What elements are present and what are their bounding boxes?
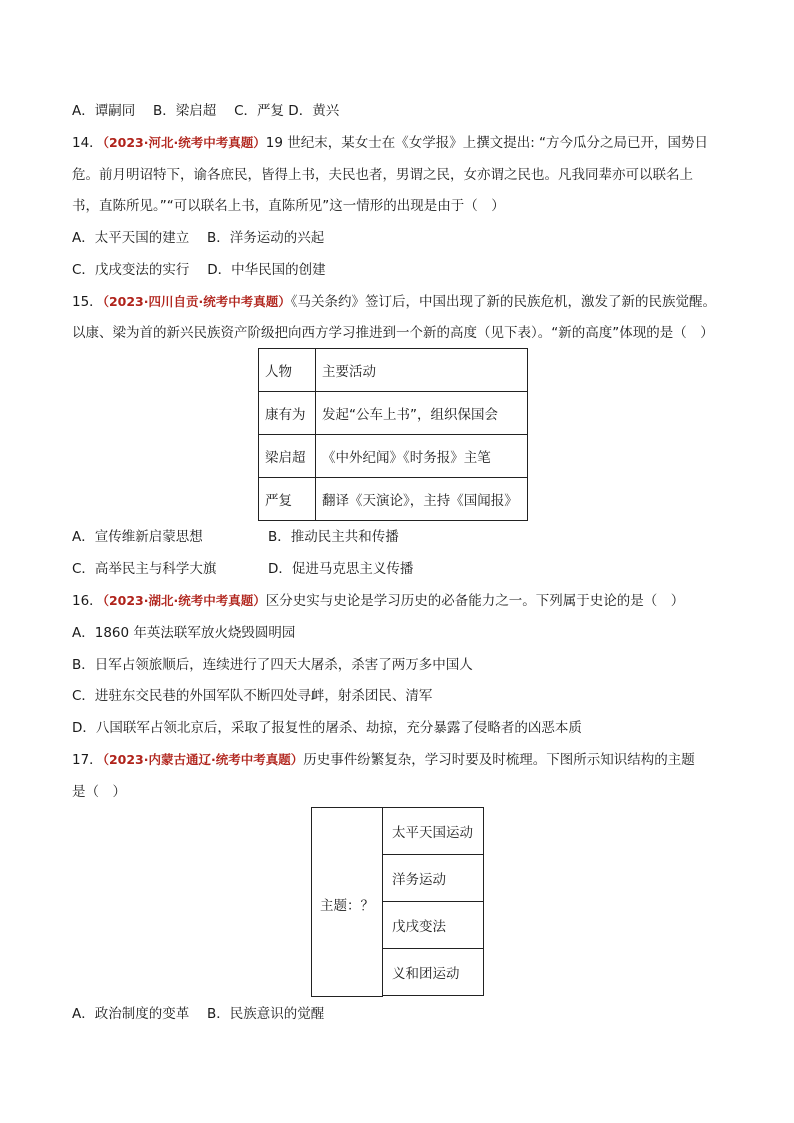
diagram-item-label: 戊戌变法	[392, 919, 446, 935]
q17-stem-text: 历史事件纷繁复杂，学习时要及时梳理。下图所示知识结构的主题	[303, 752, 695, 768]
q14-stem-line2: 危。前月明诏特下，谕各庶民，皆得上书，夫民也者，男谓之民，女亦谓之民也。凡我同辈亦可以联名上	[72, 167, 693, 183]
q17-source-tag: （2023·内蒙古通辽·统考中考真题）	[102, 752, 304, 767]
table-cell: 严复	[259, 478, 316, 521]
q16-option-a: A．1860 年英法联军放火烧毁圆明园	[72, 625, 296, 641]
q15-stem-line2: 以康、梁为首的新兴民族资产阶级把向西方学习推进到一个新的高度（见下表）。“新的高度”体现的是（ ）	[72, 325, 714, 341]
q13-options: A．谭嗣同 B．梁启超 C．严复 D．黄兴	[72, 103, 340, 119]
q14-stem-line3: 书，直陈所见。”“可以联名上书，直陈所见”这一情形的出现是由于（ ）	[72, 198, 505, 214]
table-row	[259, 392, 528, 435]
diagram-item-label: 洋务运动	[392, 872, 446, 888]
q17-stem-line2: 是（ ）	[72, 784, 126, 800]
table-cell: 翻译《天演论》，主持《国闻报》	[316, 478, 528, 521]
diagram-theme-box	[311, 807, 383, 997]
q15-option-d: D．促进马克思主义传播	[268, 561, 414, 577]
table-row	[259, 478, 528, 521]
q15-source-tag: （2023·四川自贡·统考中考真题）	[102, 294, 291, 309]
q16-option-b: B．日军占领旅顺后，连续进行了四天大屠杀，杀害了两万多中国人	[72, 657, 473, 673]
diagram-item-label: 太平天国运动	[392, 825, 473, 841]
q17-stem-line1	[72, 750, 695, 770]
q14-stem-text: 19 世纪末，某女士在《女学报》上撰文提出: “方今瓜分之局已开，国势日	[265, 135, 709, 151]
q15-option-b: B．推动民主共和传播	[268, 529, 399, 545]
q15-option-a: A．宣传维新启蒙思想	[72, 529, 203, 545]
q16-number: 16．	[72, 593, 103, 609]
q15-option-c: C．高举民主与科学大旗	[72, 561, 217, 577]
q17-options-ab: A．政治制度的变革 B．民族意识的觉醒	[72, 1006, 325, 1022]
diagram-item-box	[382, 901, 484, 949]
table-cell: 梁启超	[259, 435, 316, 478]
q14-options-cd: C．戊戌变法的实行 D．中华民国的创建	[72, 262, 326, 278]
q15-number: 15．	[72, 294, 103, 310]
table-cell: 康有为	[259, 392, 316, 435]
q14-stem-line1	[72, 133, 708, 153]
table-row	[259, 349, 528, 392]
q16-option-d: D．八国联军占领北京后，采取了报复性的屠杀、劫掠，充分暴露了侵略者的凶恶本质	[72, 720, 582, 736]
q17-knowledge-structure-diagram	[311, 807, 483, 997]
q17-number: 17．	[72, 752, 103, 768]
diagram-item-label: 义和团运动	[392, 966, 460, 982]
q14-number: 14．	[72, 135, 103, 151]
q15-stem-line1	[72, 292, 716, 312]
q14-options-ab: A．太平天国的建立 B．洋务运动的兴起	[72, 230, 325, 246]
q14-source-tag: （2023·河北·统考中考真题）	[102, 135, 266, 150]
table-cell: 发起“公车上书”，组织保国会	[316, 392, 528, 435]
table-cell: 《中外纪闻》《时务报》主笔	[316, 435, 528, 478]
diagram-theme-label: 主题：？	[320, 898, 374, 914]
q15-table	[258, 348, 528, 521]
diagram-item-box	[382, 807, 484, 855]
table-cell: 人物	[259, 349, 316, 392]
diagram-item-box	[382, 948, 484, 996]
table-cell: 主要活动	[316, 349, 528, 392]
q16-stem-text: 区分史实与史论是学习历史的必备能力之一。下列属于史论的是（ ）	[265, 593, 685, 609]
table-row	[259, 435, 528, 478]
diagram-item-box	[382, 854, 484, 902]
q15-stem-text: 《马关条约》签订后，中国出现了新的民族危机，激发了新的民族觉醒。	[290, 294, 716, 310]
q16-source-tag: （2023·湖北·统考中考真题）	[102, 593, 266, 608]
q16-option-c: C．进驻东交民巷的外国军队不断四处寻衅，射杀团民、清军	[72, 688, 433, 704]
q16-stem-line1	[72, 591, 684, 611]
